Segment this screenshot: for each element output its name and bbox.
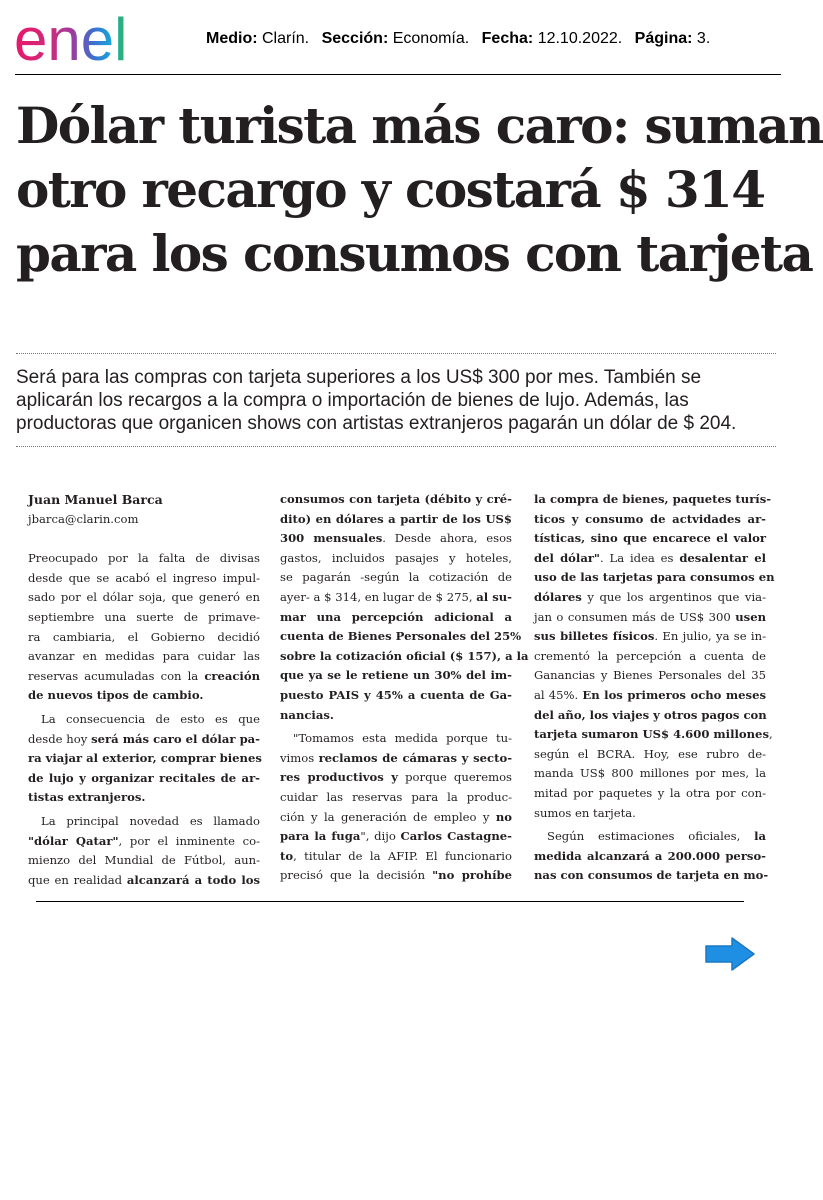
article-column-1: [28, 490, 260, 890]
headline-line: otro recargo y costará $ 314: [16, 160, 765, 219]
article-deck: [16, 366, 786, 435]
enel-logo: [14, 6, 174, 73]
bottom-divider: [36, 901, 744, 902]
deck-line: Será para las compras con tarjeta superiores a los US$ 300 por mes. También se: [16, 367, 702, 388]
fecha-value: 12.10.2022.: [537, 30, 623, 47]
paragraph: Según estimaciones oficiales, la medida alcanzará a 200.000 perso- nas con consumos de tarjeta en mo-: [534, 829, 769, 883]
deck-bottom-divider: [16, 446, 776, 447]
headline-line: Dólar turista más caro: suman: [16, 96, 823, 155]
pagina-label: Página:: [634, 30, 693, 47]
deck-top-divider: [16, 353, 776, 354]
medio-value: Clarín.: [262, 30, 310, 47]
deck-line: aplicarán los recargos a la compra o importación de bienes de lujo. Además, las: [16, 390, 689, 411]
deck-line: productoras que organicen shows con artistas extranjeros pagarán un dólar de $ 204.: [16, 413, 737, 434]
paragraph: Preocupado por la falta de divisas desde que se acabó el ingreso impul- sado por el dólar soja, que generó en septiembre una suerte de primave- ra cambiaria, el Gobierno decidió avanzar en medidas para cuidar las reservas acumuladas con la creación de nuevos tipos de cambio.: [28, 551, 260, 703]
header-divider: [15, 74, 781, 75]
author-name: Juan Manuel Barca: [28, 492, 163, 507]
fecha-label: Fecha:: [481, 30, 534, 47]
article-headline: [16, 94, 823, 286]
paragraph: consumos con tarjeta (débito y cré- dito) en dólares a partir de los US$ 300 mensuales. Desde ahora, esos gastos, incluidos pasajes y hoteles, se pagarán -según la cotización de ayer- a $ 314, en lugar de $ 275, al su- mar una percepción adicional a cuenta de Bienes Personales del 25% sobre la cotización oficial ($ 157), a la que ya se le retiene un 30% del im- puesto PAIS y 45% a cuenta de Ga- nancias.: [280, 492, 529, 722]
paragraph: La consecuencia de esto es que desde hoy será más caro el dólar pa- ra viajar al exterior, comprar bienes de lujo y organizar recitales de ar- tistas extranjeros.: [28, 711, 262, 805]
clipping-header: [0, 0, 800, 76]
seccion-value: Economía.: [392, 30, 470, 47]
author-email: jbarca@clarin.com: [28, 511, 139, 526]
svg-text:enel: enel: [14, 6, 128, 73]
paragraph: "Tomamos esta medida porque tu- vimos reclamos de cámaras y secto- res productivos y porque queremos cuidar las reservas para la produc- ción y la generación de empleo y no para la fuga", dijo Carlos Castagne- to, titular de la AFIP. El funcionario precisó que la decisión "no prohíbe: [280, 731, 513, 883]
medio-label: Medio:: [206, 30, 258, 47]
seccion-label: Sección:: [321, 30, 389, 47]
paragraph: la compra de bienes, paquetes turís- ticos y consumo de actvidades ar- tísticas, sino que encarece el valor del dólar". La idea es desalentar el uso de las tarjetas para consumos en dólares y que los argentinos que via- jan o consumen más de US$ 300 usen sus billetes físicos. En julio, ya se in- crementó la percepción a cuenta de Ganancias y Bienes Personales del 35 al 45%. En los primeros ocho meses del año, los viajes y otros pagos con tarjeta sumaron US$ 4.600 millones, según el BCRA. Hoy, ese rubro de- manda US$ 800 millones por mes, la mitad por paquetes y la otra por con- sumos en tarjeta.: [534, 492, 775, 820]
article-column-2: [280, 490, 529, 886]
right-arrow-icon[interactable]: [704, 936, 756, 972]
headline-line: para los consumos con tarjeta: [16, 224, 813, 283]
article-column-3: [534, 490, 775, 886]
clipping-metadata: [206, 30, 710, 48]
pagina-value: 3.: [696, 30, 711, 47]
paragraph: La principal novedad es llamado "dólar Qatar", por el inminente co- mienzo del Mundial de Fútbol, aun- que en realidad alcanzará a todo los: [28, 813, 260, 887]
